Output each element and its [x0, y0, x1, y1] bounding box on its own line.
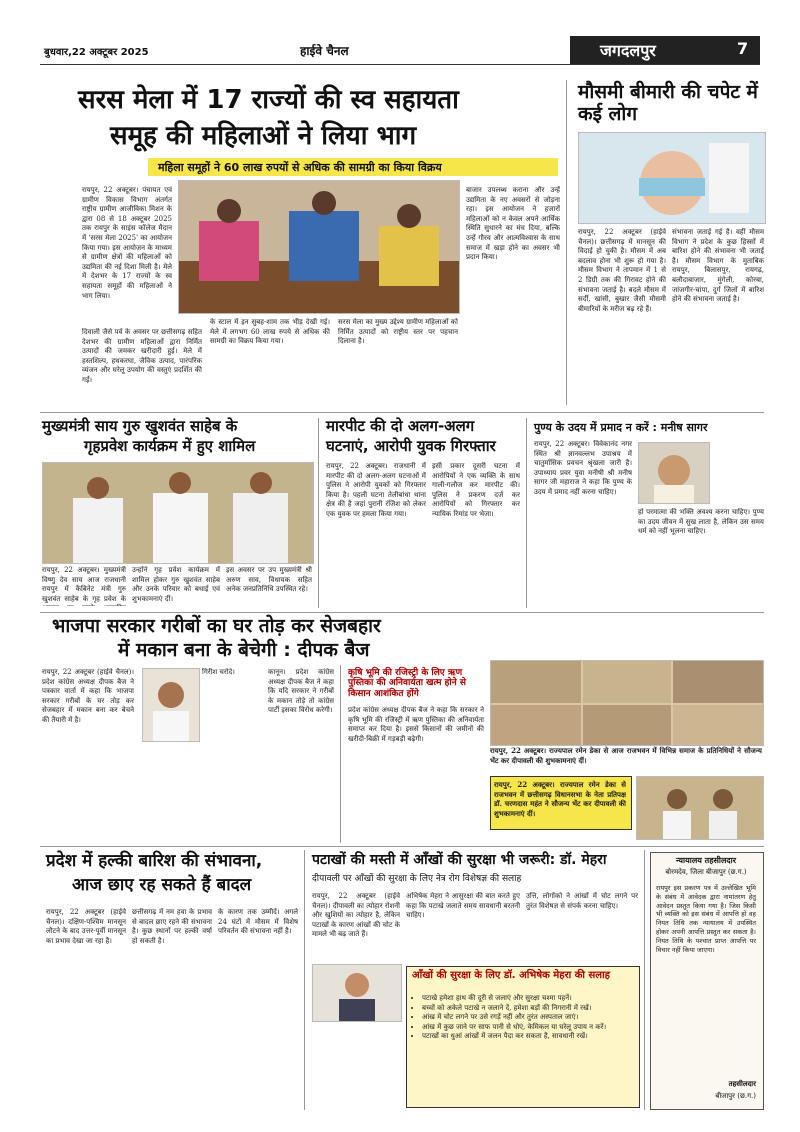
- rain-col3: के कारण तक उम्मीदें। अगले 24 घंटों में मौसम में विशेष परिवर्तन की संभावना नहीं है।: [218, 908, 298, 936]
- notice-subtitle: बोरमदेव, जिला बीजापुर (छ.ग.): [665, 868, 747, 876]
- masthead-city: जगदलपुर: [600, 41, 656, 60]
- divider: [644, 850, 645, 1110]
- land-headline: कृषि भूमि की रजिस्ट्री के लिए ऋण पुस्तिका की अनिवार्यता खत्म होने से किसान आशंकित होंगे: [348, 668, 466, 699]
- bhajpa-headline-line2: में मकान बना के बेचेगी : दीपक बैज: [118, 639, 370, 661]
- eye-col3: उत्ति, लोगोंको ने आंखों में चोट लगने पर तुरंत विशेषज्ञ से संपर्क करना चाहिए।: [526, 892, 638, 910]
- masthead-rule: [40, 64, 760, 65]
- eye-headline: पटाखों की मस्ती में आँखों की सुरक्षा भी जरूरी: डॉ. मेहरा: [312, 852, 607, 868]
- bhajpa-photo: [142, 668, 200, 742]
- divider: [304, 850, 305, 1110]
- raj-bhavan-caption-2: रायपुर, 22 अक्टूबर। राज्यपाल रमेन डेका से राजभवन में छत्तीसगढ़ विधानसभा के नेता प्रतिपक्ष डॉ. चरणदास महंत ने सौजन्य भेंट कर दीपावली की शुभकामनाएं दीं।: [494, 780, 626, 818]
- eye-col2: अभिषेक मेहरा ने आसुरक्षा की बात करते हुए कहा कि पटाखे जलाते समय सावधानी बरतनी चाहिए।: [406, 892, 520, 920]
- bhajpa-col1: रायपुर, 22 अक्टूबर (हाईवे चैनल)। प्रदेश कांग्रेस अध्यक्ष दीपक बैज ने पत्रकार वार्ता में कहा कि भाजपा सरकार गरीबों के घर तोड़ कर सेजबहार में मकान बना कर बेचने की तैयारी में है।: [42, 668, 134, 724]
- weather-col2: संभावना जताई गई है। वहीं मौसम विभाग ने प्रदेश के कुछ हिस्सों में बारिश होने की संभावना भी जताई है। मौसम विभाग के मुताबिक रायपुर, बिलासपुर, रायगढ़, बलौदाबाजार, मुंगेली, कोरबा, जांजगीर-चांपा, दुर्ग जिलों में बारिश होने की संभावना जताई है।: [672, 228, 764, 304]
- eye-advice-item: • आंख में कुछ जाने पर साफ पानी से धोएं, केमिकल या घरेलू उपाय न करें।: [422, 1023, 644, 1033]
- saras-col3: दिवाली जैसे पर्व के अवसर पर छत्तीसगढ़ सहित देशभर की ग्रामीण महिलाओं द्वारा निर्मित उत्पादों की जमकर खरीदारी हुई। मेले में हस्तशिल्प, हथकरघा, जैविक उत्पाद, पारंपरिक व्यंजन और घरेलू उपयोग की वस्तुएं प्रदर्शित की गईं।: [82, 328, 202, 384]
- eye-advice-item: • आंख में चोट लगने पर उसे रगड़ें नहीं और तुरंत अस्पताल जाएं।: [422, 1013, 644, 1023]
- cm-headline-line2: गृहप्रवेश कार्यक्रम में हुए शामिल: [84, 437, 256, 455]
- cm-col3: इस अवसर पर उप मुख्यमंत्री श्री अरुण साव, विधायक सहित अनेक जनप्रतिनिधि उपस्थित रहे।: [226, 566, 312, 594]
- notice-footer-place: बीजापुर (छ.ग.): [715, 1092, 756, 1100]
- divider: [526, 418, 527, 608]
- eye-strap: दीपावली पर आँखों की सुरक्षा के लिए नेत्र रोग विशेषज्ञ की सलाह: [312, 874, 522, 884]
- divider: [566, 80, 567, 405]
- bhajpa-col2: गिरीश चरोदे।: [202, 668, 235, 676]
- eye-advice-item: • पटाखों का धुआं आंखों में जलन पैदा कर सकता है, सावधानी रखें।: [422, 1032, 644, 1042]
- eye-advice-list: [412, 994, 644, 1042]
- saras-headline-line2: समूह की महिलाओं ने लिया भाग: [110, 121, 417, 151]
- weather-photo: [578, 132, 766, 224]
- bhajpa-headline-line1: भाजपा सरकार गरीबों का घर तोड़ कर सेजबहार: [52, 615, 381, 637]
- masthead-page-number: 7: [737, 39, 749, 58]
- crime-col1: रायपुर, 22 अक्टूबर। राजधानी में मारपीट की दो अलग-अलग घटनाओं में पुलिस ने आरोपी युवकों को गिरफ्तार किया है। पहली घटना तेलीबांधा थाना क्षेत्र की है जहां पुरानी रंजिश को लेकर एक युवक पर हमला किया गया।: [326, 462, 426, 518]
- divider: [40, 612, 764, 613]
- saras-col4: के स्टाल में इन सुबह-शाम तक भीड़ देखी गई। मेले में लगभग 60 लाख रुपये से अधिक की सामग्री का विक्रय किया गया।: [210, 318, 330, 346]
- divider: [340, 665, 341, 843]
- rain-headline-line2: आज छाए रह सकते हैं बादल: [72, 875, 252, 895]
- divider: [318, 418, 319, 608]
- punya-headline: पुण्य के उदय में प्रमाद न करें : मनीष सागर: [534, 421, 708, 434]
- saras-col5: सरस मेला का मुख्य उद्देश्य ग्रामीण महिलाओं को निर्मित उत्पादों को राष्ट्रीय स्तर पर पहचान दिलाना है।: [338, 318, 458, 346]
- raj-bhavan-caption-1: रायपुर, 22 अक्टूबर। राज्यपाल रमेन डेका से आज राजभवन में विभिन्न समाज के प्रतिनिधियों ने सौजन्य भेंट कर दीपावली की शुभकामनाएं दीं।: [490, 746, 762, 765]
- eye-advice-item: • बच्चों को अकेले पटाखे न जलाने दें, हमेशा बड़ों की निगरानी में रखें।: [422, 1004, 644, 1014]
- saras-photo: [178, 180, 460, 314]
- crime-col2: इसी प्रकार दूसरी घटना में आरोपियों ने एक व्यक्ति के साथ गाली-गलौज कर मारपीट की। पुलिस ने प्रकरण दर्ज कर आरोपियों को गिरफ्तार कर न्यायिक रिमांड पर भेजा।: [432, 462, 520, 518]
- divider: [40, 846, 764, 847]
- masthead-paper-name: हाईवे चैनल: [300, 44, 349, 58]
- notice-body: रायपुर इस प्रकरण पत्र में उल्लेखित भूमि के संबंध में आवेदक द्वारा नामांतरण हेतु आवेदन प्रस्तुत किया गया है। जिस किसी भी व्यक्ति को इस संबंध में आपत्ति हो वह नियत तिथि तक न्यायालय में उपस्थित होकर अपनी आपत्ति प्रस्तुत कर सकता है। नियत तिथि के पश्चात प्राप्त आपत्ति पर विचार नहीं किया जाएगा।: [656, 884, 756, 954]
- eye-col1: रायपुर, 22 अक्टूबर (हाईवे चैनल)। दीपावली का त्योहार रोशनी और खुशियों का त्योहार है, लेकिन पटाखों के कारण आंखों की चोट के मामले भी बढ़ जाते हैं।: [312, 892, 400, 939]
- eye-doctor-photo: [312, 964, 402, 1022]
- notice-footer: तहसीलदार: [728, 1080, 756, 1088]
- divider: [40, 412, 764, 413]
- land-col1: प्रदेश कांग्रेस अध्यक्ष दीपक बैज ने कहा कि सरकार ने कृषि भूमि की रजिस्ट्री में ऋण पुस्तिका की अनिवार्यता समाप्त कर दिया है। इससे किसानों की जमीनों की खरीदी-बिक्री में गड़बड़ी बढ़ेगी।: [348, 706, 484, 743]
- notice-title: न्यायालय तहसीलदार: [676, 856, 736, 865]
- raj-bhavan-photo-2: [636, 776, 764, 840]
- punya-photo: [638, 442, 710, 504]
- eye-advice-item: • पटाखे हमेशा हाथ की दूरी से जलाएं और सुरक्षा चश्मा पहनें।: [422, 994, 644, 1004]
- masthead-date: बुधवार,22 अक्टूबर 2025: [44, 47, 149, 58]
- rain-headline-line1: प्रदेश में हल्की बारिश की संभावना,: [46, 851, 263, 871]
- cm-col1: रायपुर, 22 अक्टूबर। मुख्यमंत्री विष्णु देव साय आज राजधानी रायपुर में कैबिनेट मंत्री गुरु खुशवंत साहेब के गृह प्रवेश के: [42, 566, 126, 603]
- saras-col2: बाजार उपलब्ध कराना और उन्हें उद्यमिता के नए अवसरों से जोड़ना रहा। इस आयोजन ने हजारों महिलाओं को न केवल अपने आर्थिक स्थिति सुधारने का मंच दिया, बल्कि उन्हें गौरव और आत्मविश्वास के साथ समाज में खड़ा होने का अवसर भी प्रदान किया।: [466, 186, 560, 262]
- cm-col2: उन्होंने गृह प्रवेश कार्यक्रम में शामिल होकर गुरु खुशवंत साहेब और उनके परिवार को बधाई एवं शुभकामनाएं दीं।: [132, 566, 220, 603]
- raj-bhavan-photo-1: [490, 660, 764, 746]
- rain-col2: छत्तीसगढ़ में नम हवा के प्रभाव से बादल छाए रहने की संभावना है। कुछ स्थानों पर हल्की वर्षा हो सकती है।: [132, 908, 212, 945]
- crime-headline-line1: मारपीट की दो अलग-अलग: [326, 417, 475, 435]
- rain-col1: रायपुर, 22 अक्टूबर (हाईवे चैनल)। दक्षिण-पश्चिम मानसून लौटने के बाद उत्तर-पूर्वी मानसून का प्रभाव देखा जा रहा है।: [46, 908, 126, 945]
- crime-headline-line2: घटनाएं, आरोपी युवक गिरफ्तार: [326, 437, 496, 455]
- masthead-city-banner: [570, 36, 760, 64]
- cm-headline-line1: मुख्यमंत्री साय गुरु खुशवंत साहेब के: [42, 417, 238, 435]
- punya-col1: रायपुर, 22 अक्टूबर। विवेकानंद नगर स्थित श्री ज्ञानवल्लभ उपाश्रय में चातुर्मासिक प्रवचन श्रृंखला जारी है। उपाध्याय प्रवर युवा मनीषी श्री मनीष सागर जी महाराज ने कहा कि पुण्य के उदय में प्रमाद नहीं करना चाहिए।: [534, 440, 632, 496]
- punya-col2: हो परमात्मा की भक्ति अवश्य करना चाहिए। पुण्य का उदय जीवन में सुख लाता है, लेकिन उस समय धर्म को नहीं भूलना चाहिए।: [638, 508, 764, 536]
- bhajpa-col3: कानून। प्रदेश कांग्रेस अध्यक्ष दीपक बैज ने कहा कि यदि सरकार ने गरीबों के मकान तोड़े तो कांग्रेस पार्टी इसका विरोध करेगी।: [268, 668, 334, 715]
- masthead: [40, 30, 760, 66]
- saras-headline-line1: सरस मेला में 17 राज्यों की स्व सहायता: [78, 85, 459, 115]
- cm-photo: [42, 462, 314, 564]
- saras-col1: रायपुर, 22 अक्टूबर। पंचायत एवं ग्रामीण विकास विभाग अंतर्गत राष्ट्रीय ग्रामीण आजीविका मिशन के द्वारा 08 से 18 अक्टूबर 2025 तक रायपुर के साइंस कॉलेज मैदान में 'सरस मेला 2025' का आयोजन किया गया। इस आयोजन के माध्यम से ग्रामीण क्षेत्रों की महिलाओं को उद्यमिता की नई दिशा मिली है। मेले में देशभर के 17 राज्यों के स्व सहायता समूहों की महिलाओं ने भाग लिया।: [82, 186, 172, 300]
- weather-col1: रायपुर, 22 अक्टूबर (हाईवे चैनल)। छत्तीसगढ़ में मानसून की विदाई हो चुकी है। मौसम में अब बदलाव होना भी शुरू हो गया है। मौसम विभाग ने तापमान में 1 से 2 डिग्री तक की गिरावट होने की संभावना जताई है। बदले मौसम में सर्दी, खांसी, बुखार जैसी मौसमी बीमारियों के मरीज बढ़ रहे हैं।: [578, 228, 666, 313]
- eye-advice-title: आँखों की सुरक्षा के लिए डॉ. अभिषेक मेहरा की सलाह: [412, 970, 610, 981]
- weather-headline: मौसमी बीमारी की चपेट में कई लोग: [578, 81, 758, 125]
- saras-strap-text: महिला समूहों ने 60 लाख रुपयों से अधिक की सामग्री का किया विक्रय: [158, 161, 442, 174]
